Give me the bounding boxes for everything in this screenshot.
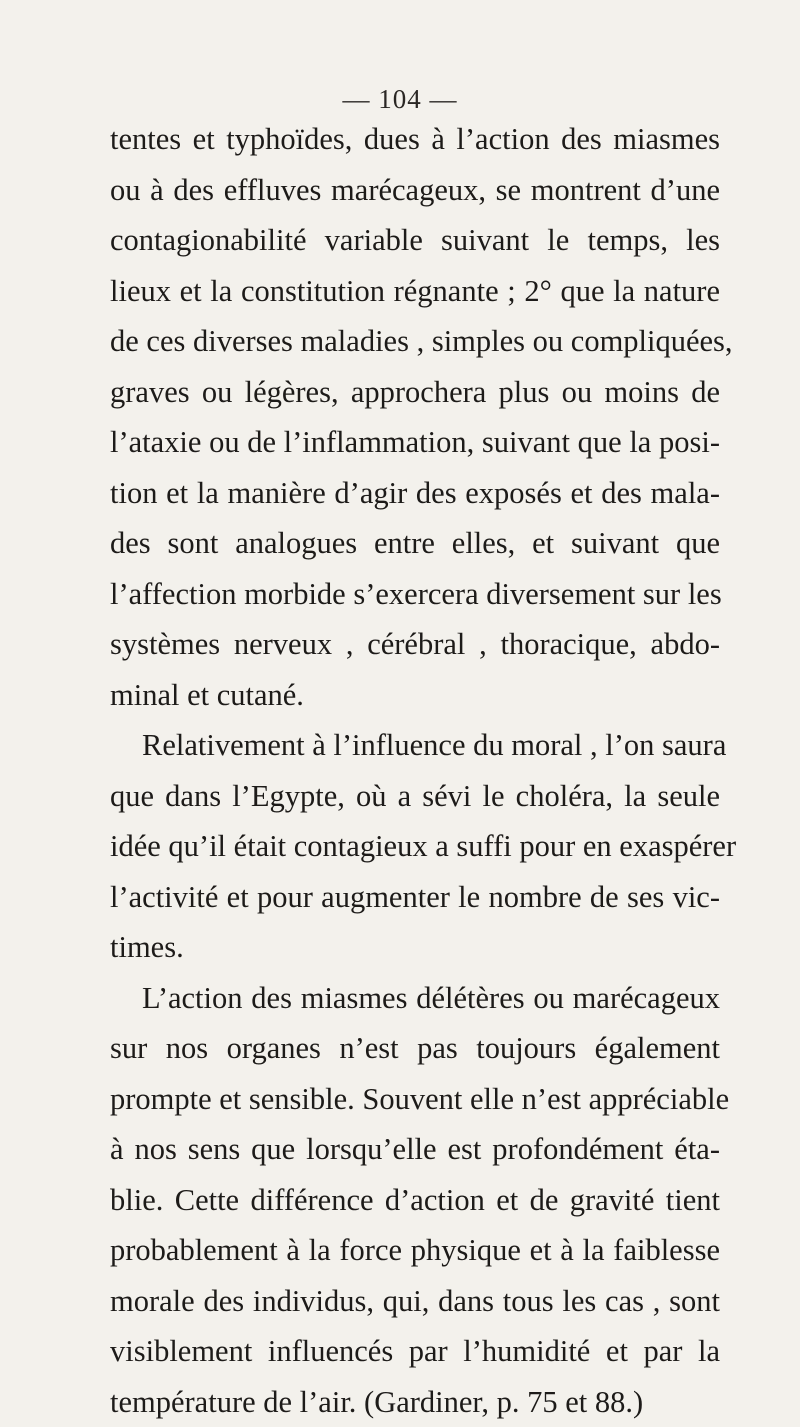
paragraph-start-line: Relativement à l’influence du moral , l’on saura [110,720,720,771]
body-text [110,114,720,1427]
text-line: graves ou légères, approchera plus ou moins de [110,367,720,418]
text-line: blie. Cette différence d’action et de gravité tient [110,1175,720,1226]
text-line: que dans l’Egypte, où a sévi le choléra, la seule [110,771,720,822]
text-line: sur nos organes n’est pas toujours également [110,1023,720,1074]
text-line: de ces diverses maladies , simples ou compliquées, [110,316,720,367]
text-line: à nos sens que lorsqu’elle est profondément éta- [110,1124,720,1175]
text-line: probablement à la force physique et à la faiblesse [110,1225,720,1276]
text-line: l’activité et pour augmenter le nombre de ses vic- [110,872,720,923]
text-line: tentes et typhoïdes, dues à l’action des miasmes [110,114,720,165]
page-number: — 104 — [0,84,800,115]
text-line: prompte et sensible. Souvent elle n’est appréciable [110,1074,720,1125]
text-line: l’affection morbide s’exercera diversement sur les [110,569,720,620]
text-line: morale des individus, qui, dans tous les cas , sont [110,1276,720,1327]
text-line: visiblement influencés par l’humidité et par la [110,1326,720,1377]
text-line: température de l’air. (Gardiner, p. 75 et 88.) [110,1377,720,1427]
text-line: lieux et la constitution régnante ; 2° que la nature [110,266,720,317]
text-line: idée qu’il était contagieux a suffi pour en exaspérer [110,821,720,872]
text-line: minal et cutané. [110,670,720,721]
paragraph-start-line: L’action des miasmes délétères ou marécageux [110,973,720,1024]
text-line: systèmes nerveux , cérébral , thoracique, abdo- [110,619,720,670]
text-line: tion et la manière d’agir des exposés et des mala- [110,468,720,519]
text-line: contagionabilité variable suivant le temps, les [110,215,720,266]
text-line: l’ataxie ou de l’inflammation, suivant que la posi- [110,417,720,468]
text-line: des sont analogues entre elles, et suivant que [110,518,720,569]
text-line: ou à des effluves marécageux, se montrent d’une [110,165,720,216]
text-line: times. [110,922,720,973]
